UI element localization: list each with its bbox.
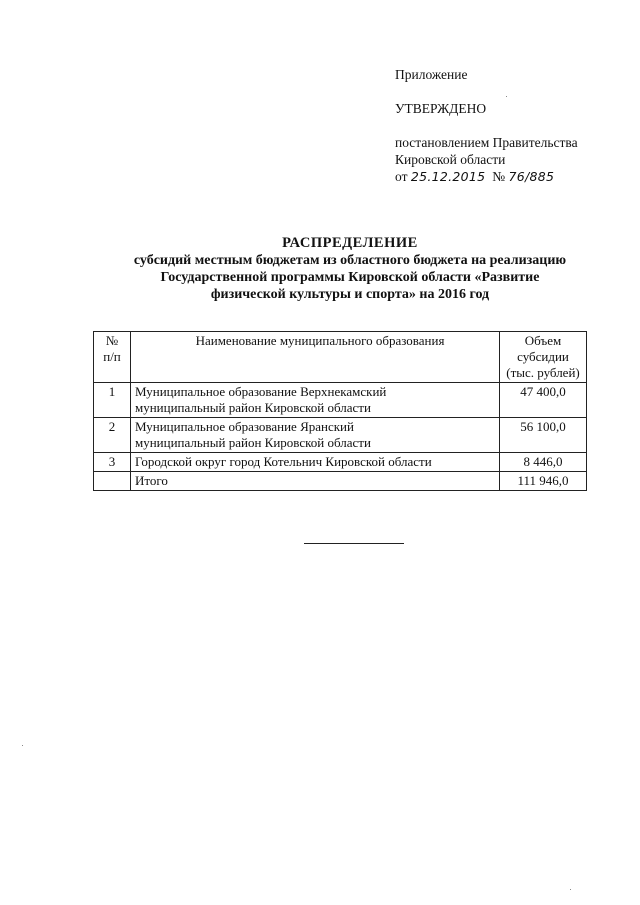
row-num: 2 (94, 418, 131, 453)
header-name: Наименование муниципального образования (131, 332, 500, 383)
resolution-line-2: Кировской области (395, 152, 506, 167)
date-prefix: от (395, 169, 408, 184)
approval-block (395, 66, 635, 185)
header-num (94, 332, 131, 383)
row-name (131, 383, 500, 418)
header-amount-line3: (тыс. рублей) (506, 365, 580, 380)
scan-speck (506, 96, 507, 97)
row-amount: 47 400,0 (500, 383, 587, 418)
handwritten-number: 76/885 (508, 169, 555, 184)
subsidy-table (93, 331, 587, 491)
document-title (60, 235, 640, 303)
header-amount (500, 332, 587, 383)
appendix-label: Приложение (395, 67, 468, 82)
table-row (94, 453, 587, 472)
total-num (94, 472, 131, 491)
handwritten-date: 25.12.2015 (410, 169, 486, 184)
table-total-row (94, 472, 587, 491)
header-num-line2: п/п (103, 349, 121, 364)
row-name (131, 418, 500, 453)
title-line-1: субсидий местным бюджетам из областного бюджета на реализацию (133, 253, 567, 268)
approved-label: УТВЕРЖДЕНО (395, 101, 487, 116)
row-name-line1: Муниципальное образование Верхнекамский (135, 384, 387, 399)
title-line-3: физической культуры и спорта» на 2016 год (210, 287, 490, 302)
row-name-line2: муниципальный район Кировской области (135, 435, 371, 450)
end-rule (304, 543, 404, 544)
table-row (94, 383, 587, 418)
title-main: РАСПРЕДЕЛЕНИЕ (282, 235, 418, 251)
number-label: № (492, 169, 506, 184)
table-header-row (94, 332, 587, 383)
scan-speck (22, 745, 23, 746)
header-amount-line2: субсидии (517, 349, 569, 364)
row-name-line1: Муниципальное образование Яранский (135, 419, 354, 434)
header-amount-line1: Объем (524, 333, 562, 348)
table-row (94, 418, 587, 453)
title-line-2: Государственной программы Кировской области «Развитие (160, 270, 540, 285)
resolution-date-line (395, 168, 635, 185)
row-name: Городской округ город Котельнич Кировской области (131, 453, 500, 472)
row-amount: 56 100,0 (500, 418, 587, 453)
row-amount: 8 446,0 (500, 453, 587, 472)
row-num: 1 (94, 383, 131, 418)
row-name-line2: муниципальный район Кировской области (135, 400, 371, 415)
header-num-line1: № (105, 333, 119, 348)
total-label: Итого (131, 472, 500, 491)
resolution-line-1: постановлением Правительства (395, 135, 578, 150)
row-num: 3 (94, 453, 131, 472)
total-amount: 111 946,0 (500, 472, 587, 491)
scan-speck (570, 889, 571, 890)
